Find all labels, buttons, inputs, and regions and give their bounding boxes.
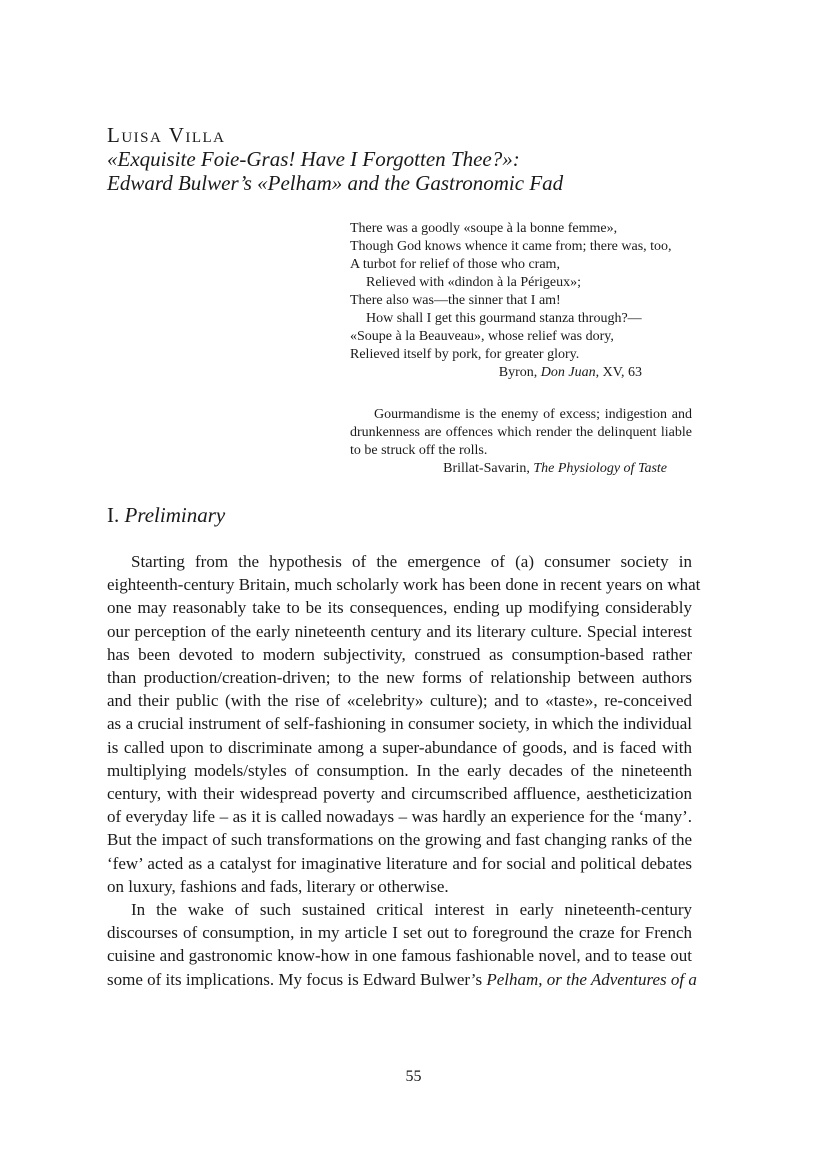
attribution-work: Don Juan	[540, 365, 596, 380]
epigraph-line: A turbot for relief of those who cram,	[350, 257, 560, 272]
attribution-work: The Physiology of Taste	[533, 461, 667, 476]
text-line: In the wake of such sustained critical interest in early nineteenth-century	[131, 900, 692, 920]
epigraph-line: Though God knows whence it came from; there was, too,	[350, 239, 672, 254]
text-line: one may reasonably take to be its consequences, ending up modifying considerably	[107, 598, 692, 618]
epigraph-text: Gourmandisme is the enemy of excess; indigestion and drunkenness are offences which render the delinquent liable to be struck off the rolls.	[350, 407, 692, 458]
epigraph-line: There was a goodly «soupe à la bonne femme»,	[350, 221, 618, 236]
article-title-line-2: Edward Bulwer’s «Pelham» and the Gastronomic Fad	[107, 171, 564, 195]
text-line: has been devoted to modern subjectivity, construed as consumption-based rather	[107, 644, 692, 664]
epigraph-byron	[350, 220, 692, 382]
text-line: and their public (with the rise of «celebrity» culture); and to «taste», re-conceived	[107, 691, 692, 711]
page-number: 55	[405, 1068, 422, 1085]
text-line: as a crucial instrument of self-fashioning in consumer society, in which the individual	[107, 714, 692, 734]
text-line: of everyday life – as it is called nowadays – was hardly an experience for the ‘many’.	[107, 807, 692, 827]
text-line: than production/creation-driven; to the new forms of relationship between authors	[107, 668, 692, 688]
epigraph-line: Relieved with «dindon à la Périgeux»;	[366, 275, 582, 290]
text-line: Starting from the hypothesis of the emergence of (a) consumer society in	[131, 552, 692, 571]
paragraph	[107, 550, 701, 898]
section-number: I.	[107, 503, 125, 527]
text-line: discourses of consumption, in my article I set out to foreground the craze for French	[107, 923, 692, 943]
article-header	[107, 123, 707, 195]
attribution-author: Byron,	[498, 365, 541, 380]
attribution-author: Brillat-Savarin,	[443, 461, 534, 476]
attribution-reference: , XV, 63	[595, 365, 642, 380]
epigraph-line: How shall I get this gourmand stanza through?—	[366, 311, 642, 326]
text-line: on luxury, fashions and fads, literary or otherwise.	[107, 876, 449, 896]
text-line	[107, 968, 697, 991]
text-line: But the impact of such transformations on the growing and fast changing ranks of the	[107, 830, 692, 850]
author-name: Luisa Villa	[107, 123, 226, 147]
epigraph-attribution	[350, 364, 692, 382]
paragraph	[107, 898, 697, 991]
text-run: some of its implications. My focus is Edward Bulwer’s	[107, 969, 487, 989]
epigraph-attribution	[350, 460, 692, 478]
text-line: our perception of the early nineteenth century and its literary culture. Special interest	[107, 621, 692, 641]
article-title-line-1: «Exquisite Foie-Gras! Have I Forgotten Thee?»:	[107, 147, 520, 171]
text-line: multiplying models/styles of consumption. In the early decades of the nineteenth	[107, 760, 692, 780]
text-line: cuisine and gastronomic know-how in one famous fashionable novel, and to tease out	[107, 946, 692, 966]
epigraph-line: «Soupe à la Beauveau», whose relief was dory,	[350, 329, 614, 344]
section-heading	[107, 503, 225, 528]
text-line: is called upon to discriminate among a super-abundance of goods, and is faced with	[107, 737, 692, 757]
epigraph-line: There also was—the sinner that I am!	[350, 293, 561, 308]
book-title: Pelham, or the Adventures of a	[486, 969, 697, 989]
section-title: Preliminary	[124, 503, 226, 527]
text-line: century, with their widespread poverty and circumscribed affluence, aestheticization	[107, 784, 692, 804]
text-line: ‘few’ acted as a catalyst for imaginative literature and for social and political debates	[107, 853, 692, 873]
body-text	[107, 550, 701, 991]
epigraph-brillat-savarin	[350, 406, 692, 478]
text-line: eighteenth-century Britain, much scholarly work has been done in recent years on what	[107, 575, 701, 595]
epigraph-line: Relieved itself by pork, for greater glory.	[350, 347, 580, 362]
